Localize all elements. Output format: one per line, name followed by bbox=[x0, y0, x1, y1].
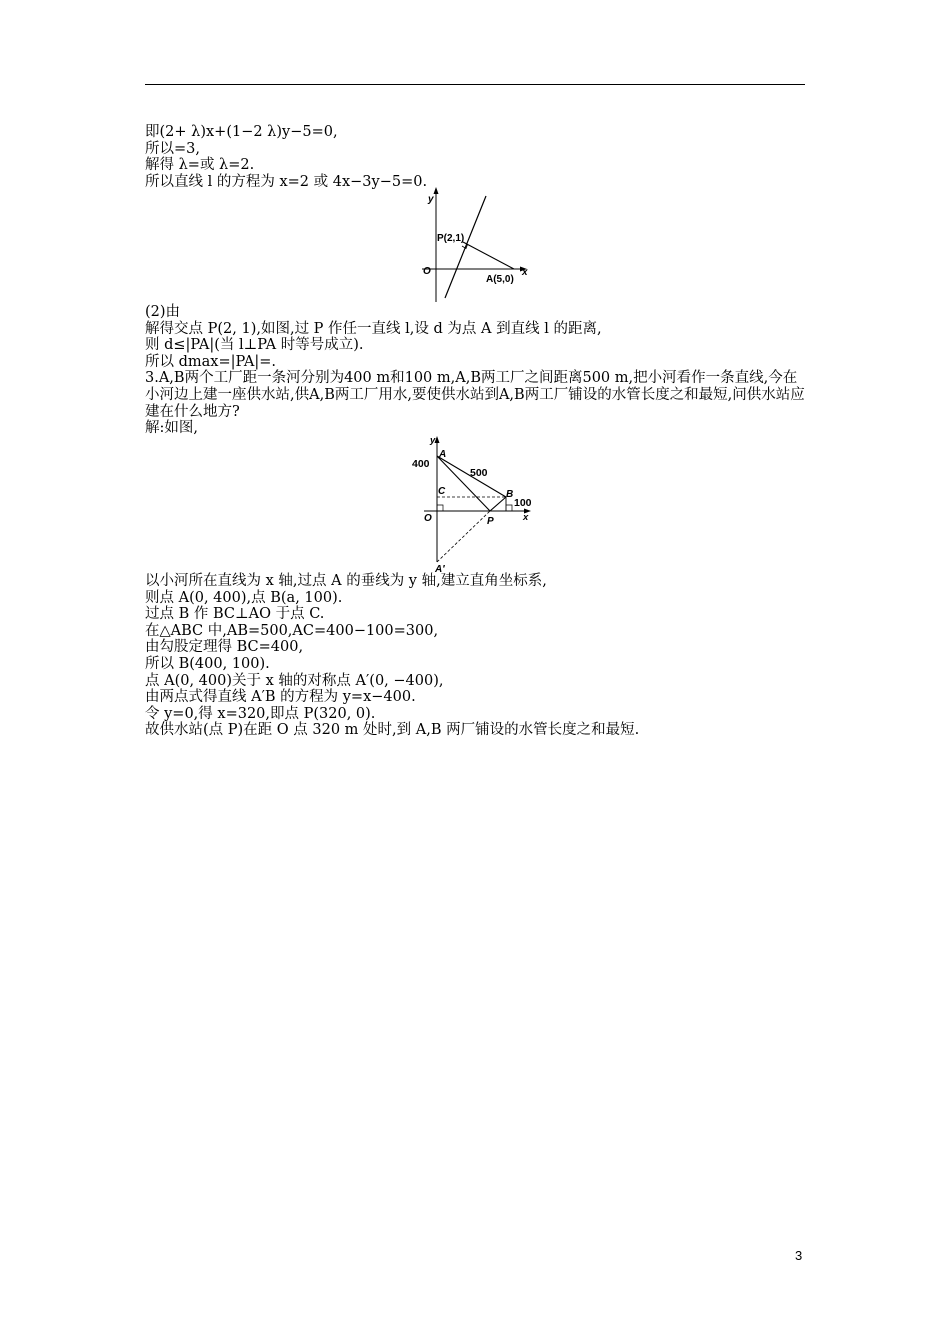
point-p-label: P(2,1) bbox=[437, 233, 465, 244]
x-axis-label: x bbox=[522, 267, 528, 278]
solution-intro: 解:如图, bbox=[145, 420, 198, 437]
right-angle-mark-b bbox=[506, 505, 512, 511]
figure-water-station bbox=[410, 434, 540, 574]
text-line: 令 y=0,得 x=320,即点 P(320, 0). bbox=[145, 705, 376, 722]
text-line: 在△ABC 中,AB=500,AC=400−100=300, bbox=[145, 622, 439, 639]
figure-line-distance bbox=[418, 186, 533, 304]
text-block-mid bbox=[145, 304, 810, 437]
text-line: 点 A(0, 400)关于 x 轴的对称点 A′(0, −400), bbox=[145, 672, 444, 689]
right-angle-mark-o bbox=[437, 505, 443, 511]
text-line: 所以直线 l 的方程为 x=2 或 4x−3y−5=0. bbox=[145, 173, 428, 190]
text-line: (2)由 bbox=[145, 304, 181, 320]
problem-3: 3.A,B两个工厂距一条河分别为400 m和100 m,A,B两工厂之间距离500 m,把小河看作一条直线,今在小河边上建一座供水站,供A,B两工厂用水,要使供水站到A,B两工厂铺设的水管长度之和最短,问供水站应建在什么地方? bbox=[145, 370, 805, 420]
text-block-top bbox=[145, 124, 810, 190]
y-axis-label: y bbox=[430, 435, 436, 446]
point-a-label: A(5,0) bbox=[486, 274, 514, 285]
segment-ap bbox=[437, 456, 490, 511]
point-c-label: C bbox=[438, 486, 446, 497]
text-line: 由勾股定理得 BC=400, bbox=[145, 639, 304, 656]
text-line: 即(2+ λ)x+(1−2 λ)y−5=0, bbox=[145, 124, 338, 140]
line-l bbox=[445, 196, 486, 298]
y-axis-arrow bbox=[434, 187, 439, 194]
label-100: 100 bbox=[514, 497, 532, 509]
point-a-prime-label: A′ bbox=[435, 564, 445, 574]
y-axis-label: y bbox=[428, 194, 434, 205]
segment-a-prime-p bbox=[437, 511, 490, 562]
label-400: 400 bbox=[412, 458, 430, 470]
origin-label: O bbox=[423, 266, 431, 277]
point-p-label: P bbox=[487, 516, 494, 527]
segment-pb bbox=[490, 497, 506, 511]
text-line: 解得 λ=或 λ=2. bbox=[145, 157, 255, 174]
header-rule bbox=[145, 84, 805, 85]
text-line: 解得交点 P(2, 1),如图,过 P 作任一直线 l,设 d 为点 A 到直线 l 的距离, bbox=[145, 320, 602, 337]
text-line: 以小河所在直线为 x 轴,过点 A 的垂线为 y 轴,建立直角坐标系, bbox=[145, 573, 547, 589]
text-line: 所以=3, bbox=[145, 140, 200, 157]
text-line: 过点 B 作 BC⊥AO 于点 C. bbox=[145, 606, 325, 623]
label-500: 500 bbox=[470, 467, 488, 479]
text-block-bottom bbox=[145, 573, 810, 739]
text-line: 由两点式得直线 A′B 的方程为 y=x−400. bbox=[145, 689, 416, 706]
text-line: 所以 B(400, 100). bbox=[145, 655, 270, 672]
page-number: 3 bbox=[795, 1248, 803, 1263]
text-line: 所以 dmax=|PA|=. bbox=[145, 353, 277, 370]
text-line: 则 d≤|PA|(当 l⊥PA 时等号成立). bbox=[145, 337, 364, 354]
point-a-label: A bbox=[439, 449, 447, 460]
point-b-label: B bbox=[506, 489, 514, 500]
segment-pa bbox=[463, 242, 514, 269]
origin-label: O bbox=[424, 513, 432, 524]
text-line: 则点 A(0, 400),点 B(a, 100). bbox=[145, 589, 343, 606]
x-axis-label: x bbox=[523, 512, 529, 523]
text-line: 故供水站(点 P)在距 O 点 320 m 处时,到 A,B 两厂铺设的水管长度之和最短. bbox=[145, 722, 640, 739]
